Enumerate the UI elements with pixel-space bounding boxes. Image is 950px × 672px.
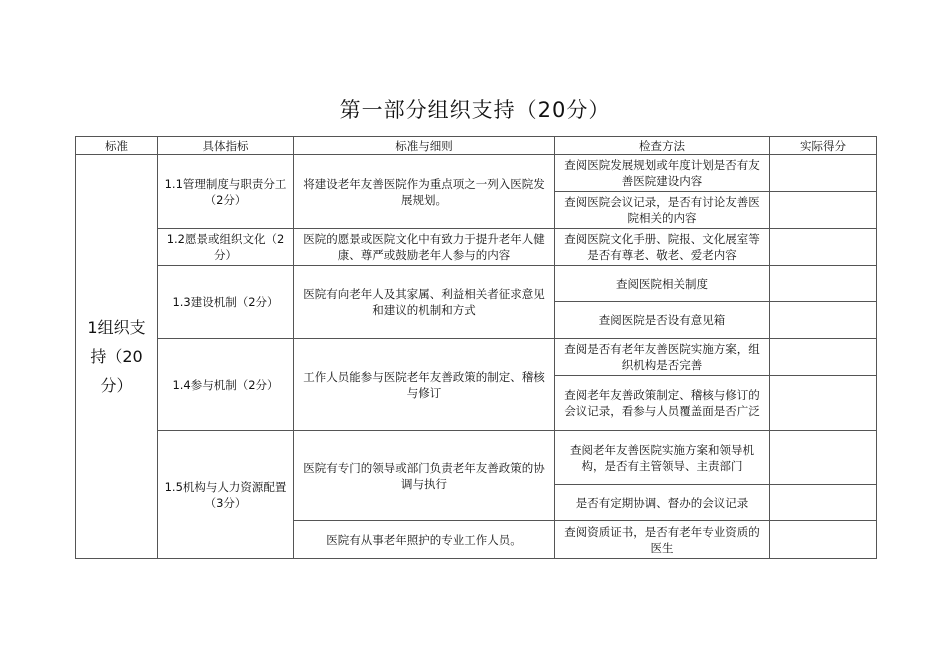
table-row — [76, 266, 877, 302]
criteria-cell: 医院有向老年人及其家属、利益相关者征求意见和建议的机制和方式 — [294, 266, 555, 339]
score-cell[interactable] — [770, 376, 877, 431]
table-header-row — [76, 137, 877, 155]
table-row — [76, 229, 877, 266]
score-cell[interactable] — [770, 521, 877, 559]
header-standard: 标准 — [76, 137, 158, 155]
method-cell: 查阅医院相关制度 — [555, 266, 770, 302]
score-cell[interactable] — [770, 485, 877, 521]
criteria-cell: 医院有从事老年照护的专业工作人员。 — [294, 521, 555, 559]
indicator-cell: 1.4参与机制（2分） — [158, 339, 294, 431]
criteria-cell: 将建设老年友善医院作为重点项之一列入医院发展规划。 — [294, 155, 555, 229]
indicator-cell: 1.5机构与人力资源配置（3分） — [158, 431, 294, 559]
table-row — [76, 155, 877, 192]
method-cell: 查阅是否有老年友善医院实施方案，组织机构是否完善 — [555, 339, 770, 376]
indicator-cell: 1.2愿景或组织文化（2分） — [158, 229, 294, 266]
header-criteria: 标准与细则 — [294, 137, 555, 155]
score-cell[interactable] — [770, 192, 877, 229]
evaluation-table — [75, 136, 877, 559]
score-cell[interactable] — [770, 229, 877, 266]
score-cell[interactable] — [770, 339, 877, 376]
criteria-cell: 工作人员能参与医院老年友善政策的制定、稽核与修订 — [294, 339, 555, 431]
score-cell[interactable] — [770, 431, 877, 485]
method-cell: 查阅老年友善政策制定、稽核与修订的会议记录，看参与人员覆盖面是否广泛 — [555, 376, 770, 431]
header-method: 检查方法 — [555, 137, 770, 155]
table-row — [76, 339, 877, 376]
method-cell: 是否有定期协调、督办的会议记录 — [555, 485, 770, 521]
section-cell: 1组织支持（20分） — [76, 155, 158, 559]
header-indicator: 具体指标 — [158, 137, 294, 155]
method-cell: 查阅老年友善医院实施方案和领导机构，是否有主管领导、主责部门 — [555, 431, 770, 485]
method-cell: 查阅资质证书，是否有老年专业资质的医生 — [555, 521, 770, 559]
method-cell: 查阅医院是否设有意见箱 — [555, 302, 770, 339]
score-cell[interactable] — [770, 155, 877, 192]
page-title: 第一部分组织支持（20分） — [339, 98, 611, 122]
header-score: 实际得分 — [770, 137, 877, 155]
method-cell: 查阅医院发展规划或年度计划是否有友善医院建设内容 — [555, 155, 770, 192]
criteria-cell: 医院有专门的领导或部门负责老年友善政策的协调与执行 — [294, 431, 555, 521]
indicator-cell: 1.1管理制度与职责分工（2分） — [158, 155, 294, 229]
table-row — [76, 431, 877, 485]
method-cell: 查阅医院会议记录，是否有讨论友善医院相关的内容 — [555, 192, 770, 229]
criteria-cell: 医院的愿景或医院文化中有致力于提升老年人健康、尊严或鼓励老年人参与的内容 — [294, 229, 555, 266]
method-cell: 查阅医院文化手册、院报、文化展室等是否有尊老、敬老、爱老内容 — [555, 229, 770, 266]
indicator-cell: 1.3建设机制（2分） — [158, 266, 294, 339]
score-cell[interactable] — [770, 266, 877, 302]
score-cell[interactable] — [770, 302, 877, 339]
